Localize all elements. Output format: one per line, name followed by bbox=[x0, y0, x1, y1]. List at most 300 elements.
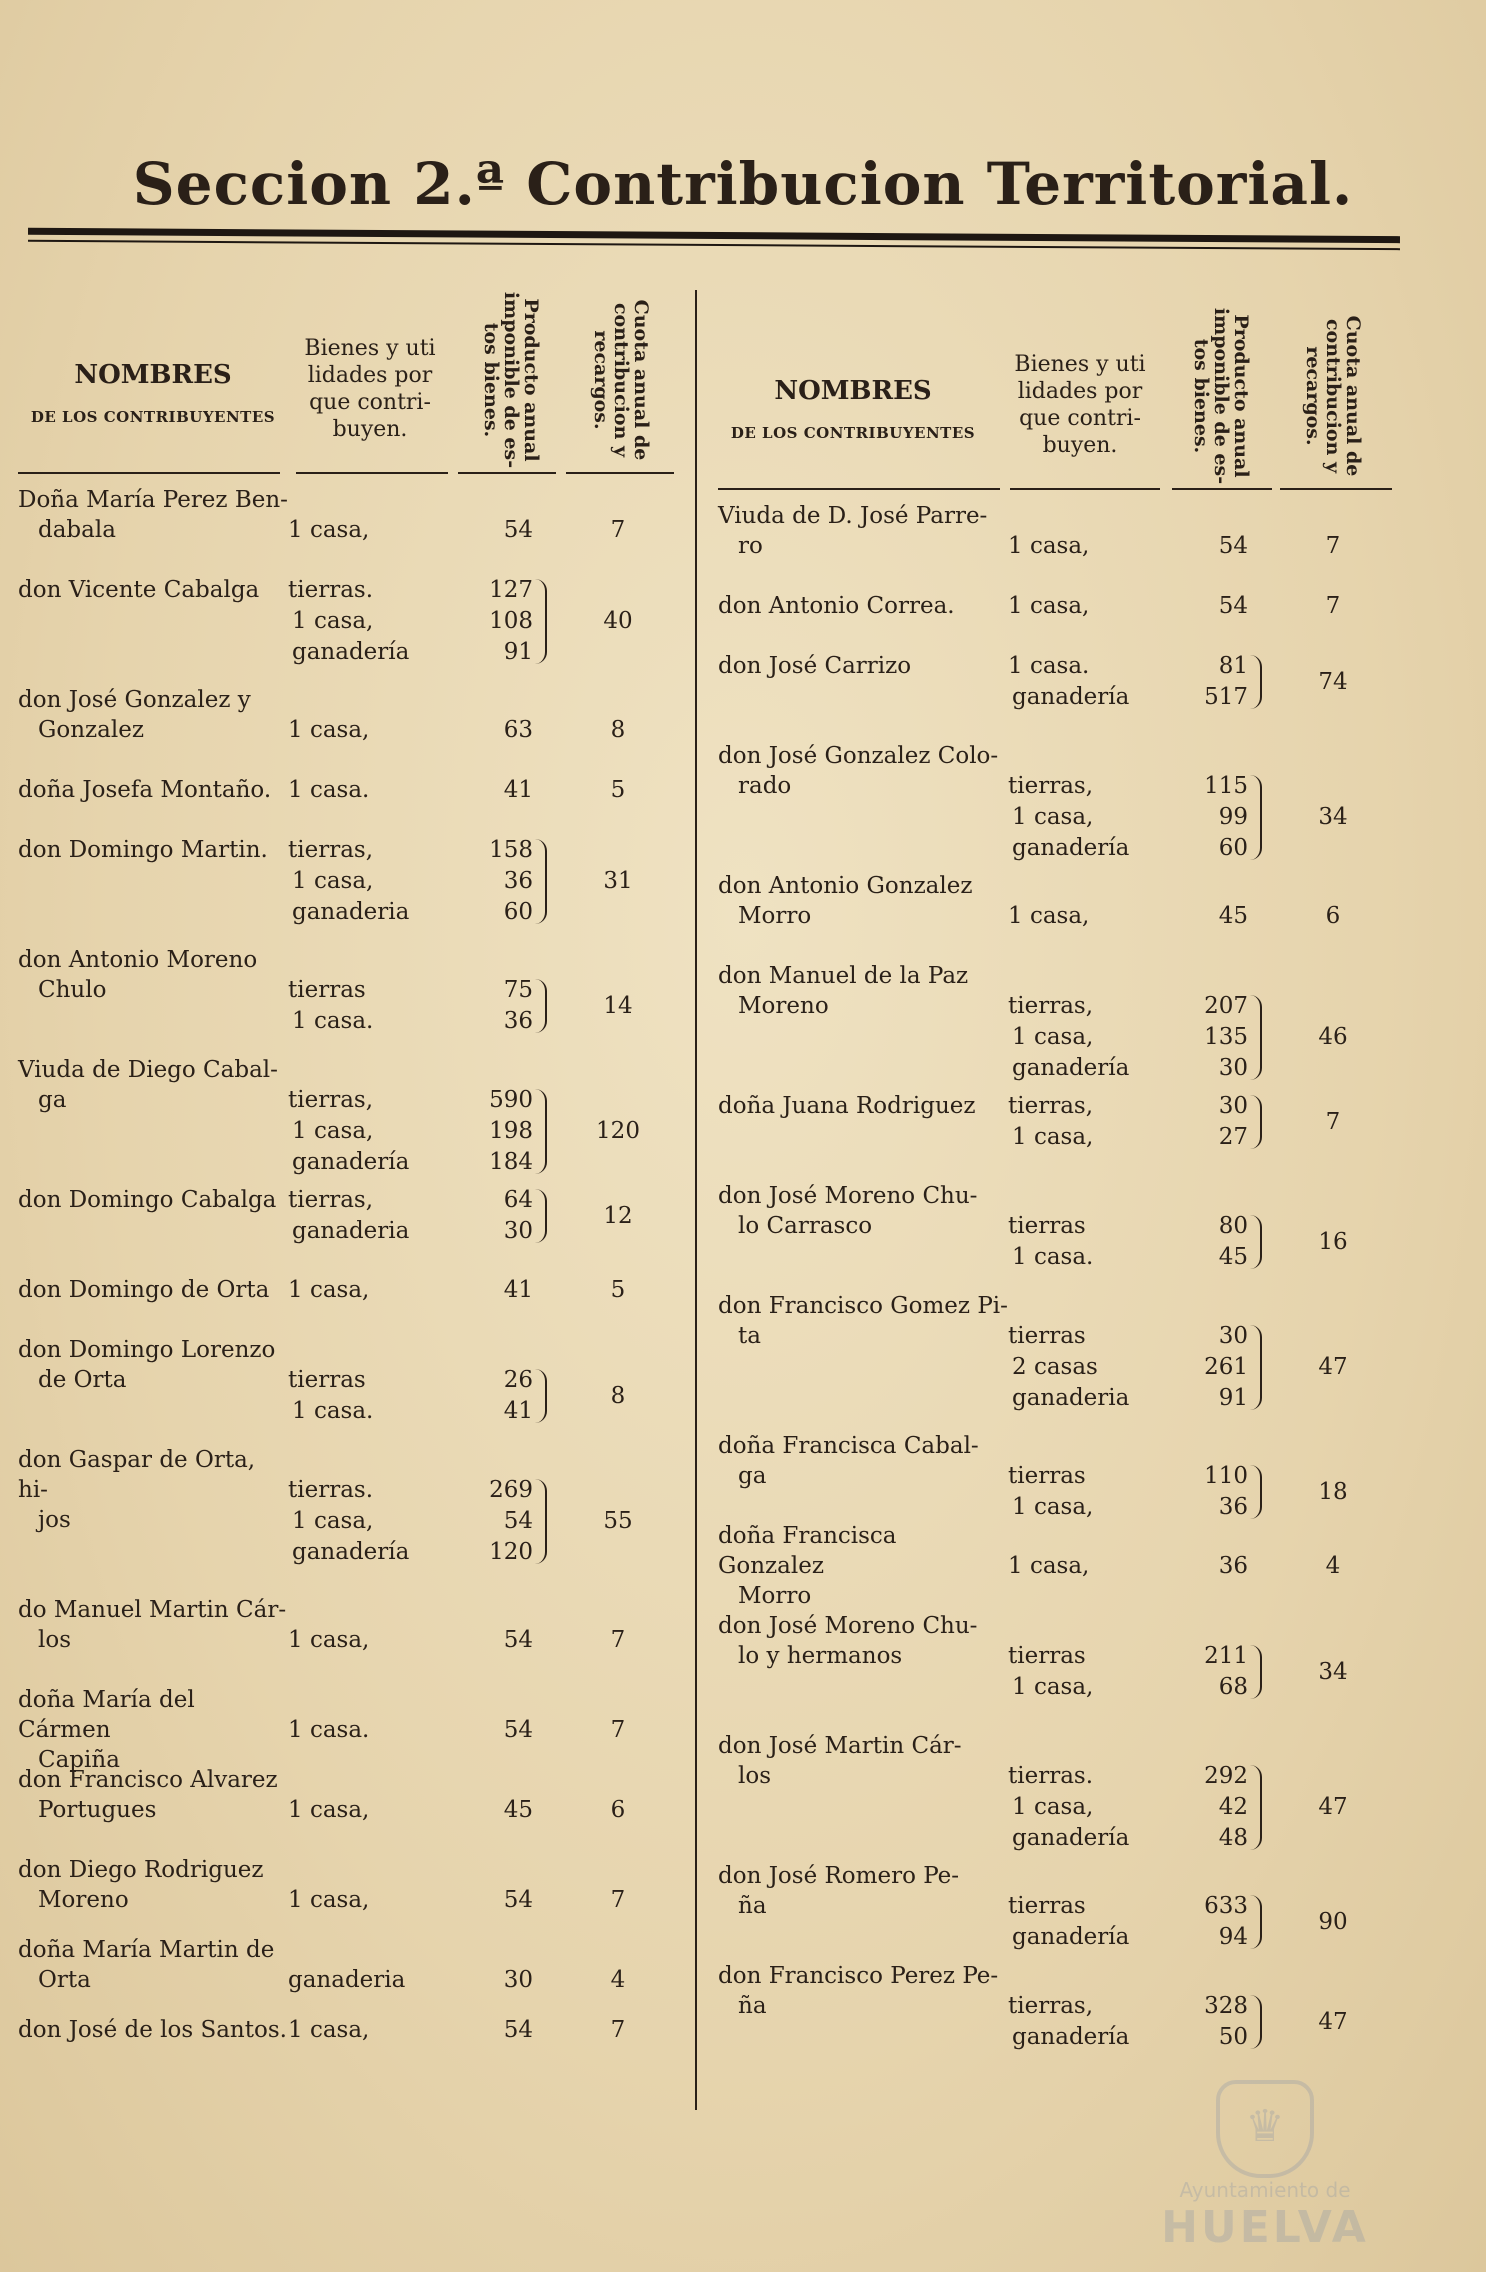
contributor-name bbox=[18, 1275, 288, 1305]
annual-quota: 5 bbox=[610, 777, 626, 803]
property-item: tierras bbox=[1008, 1323, 1086, 1349]
product-values bbox=[1188, 991, 1248, 1084]
property-items bbox=[1008, 591, 1089, 622]
property-items bbox=[1008, 1461, 1093, 1523]
grouping-brace bbox=[1250, 1465, 1262, 1519]
name-line: don José Gonzalez Colo- bbox=[718, 743, 999, 769]
header-rule bbox=[566, 472, 674, 474]
property-items bbox=[1008, 1641, 1093, 1703]
header-bienes: Bienes y uti lidades por que contri- buyen. bbox=[1014, 352, 1146, 458]
contributor-name bbox=[18, 485, 288, 545]
header-rule bbox=[718, 488, 1000, 490]
property-item: ganadería bbox=[1012, 835, 1130, 861]
property-item: ganadería bbox=[292, 639, 410, 665]
header-names-small: DE LOS CONTRIBUYENTES bbox=[730, 424, 976, 442]
name-line: do Manuel Martin Cár- bbox=[18, 1597, 287, 1623]
annual-quota: 7 bbox=[1325, 593, 1341, 619]
contributor-name bbox=[18, 835, 288, 865]
property-items bbox=[1008, 1991, 1129, 2053]
header-rule bbox=[458, 472, 556, 474]
contributor-name bbox=[718, 741, 1008, 801]
annual-quota: 46 bbox=[1318, 1024, 1348, 1050]
product-value: 27 bbox=[1218, 1124, 1248, 1150]
property-items bbox=[288, 1085, 409, 1178]
product-value: 54 bbox=[503, 1508, 533, 1534]
product-value: 45 bbox=[503, 1797, 533, 1823]
contributor-name bbox=[18, 1595, 288, 1655]
property-items bbox=[1008, 901, 1089, 932]
property-item: 1 casa, bbox=[1008, 903, 1090, 929]
header-bienes: Bienes y uti lidades por que contri- buyen. bbox=[304, 336, 436, 442]
product-values bbox=[1188, 901, 1248, 932]
name-line: ga bbox=[38, 1087, 67, 1113]
name-line: lo Carrasco bbox=[738, 1213, 873, 1239]
property-item: tierras bbox=[288, 1367, 366, 1393]
annual-quota: 47 bbox=[1318, 1794, 1348, 1820]
property-items bbox=[1008, 1551, 1089, 1582]
contributor-name bbox=[18, 1685, 288, 1775]
property-item: 1 casa, bbox=[1012, 804, 1094, 830]
grouping-brace bbox=[1250, 1325, 1262, 1410]
left-column bbox=[18, 250, 678, 2043]
annual-quota: 90 bbox=[1318, 1908, 1348, 1935]
property-item: ganaderia bbox=[1012, 1385, 1130, 1411]
property-item: 1 casa, bbox=[288, 2017, 370, 2043]
property-item: 1 casa, bbox=[1008, 1553, 1090, 1579]
property-item: 1 casa, bbox=[288, 1277, 370, 1303]
property-item: 1 casa, bbox=[1012, 1494, 1094, 1520]
property-item: ganadería bbox=[1012, 684, 1130, 710]
property-item: 1 casa. bbox=[288, 1717, 370, 1743]
name-line: don Antonio Correa. bbox=[718, 593, 955, 619]
name-line: doña Juana Rodriguez bbox=[718, 1093, 976, 1119]
property-item: ganadería bbox=[1012, 1924, 1130, 1950]
product-values bbox=[473, 1185, 533, 1247]
property-item: tierras, bbox=[288, 837, 374, 863]
name-line: Capiña bbox=[38, 1747, 120, 1773]
contributor-name bbox=[718, 591, 1008, 621]
product-value: 54 bbox=[1218, 593, 1248, 619]
annual-quota: 16 bbox=[1318, 1228, 1348, 1255]
contributor-name bbox=[18, 575, 288, 605]
product-value: 60 bbox=[1218, 835, 1248, 861]
property-item: 1 casa. bbox=[1012, 1244, 1094, 1270]
contributor-name bbox=[718, 1091, 1008, 1121]
name-line: los bbox=[38, 1627, 72, 1653]
property-item: 1 casa, bbox=[1012, 1794, 1094, 1820]
property-item: 1 casa, bbox=[292, 1118, 374, 1144]
property-item: 1 casa, bbox=[288, 1627, 370, 1653]
product-value: 261 bbox=[1204, 1354, 1248, 1380]
product-value: 36 bbox=[503, 868, 533, 894]
product-value: 108 bbox=[489, 608, 533, 634]
property-item: tierras, bbox=[1008, 773, 1094, 799]
property-items bbox=[1008, 651, 1129, 713]
product-values bbox=[1188, 1321, 1248, 1414]
grouping-brace bbox=[535, 1089, 547, 1174]
contributor-name bbox=[718, 651, 1008, 681]
grouping-brace bbox=[1250, 1895, 1262, 1949]
property-item: 2 casas bbox=[1012, 1354, 1098, 1380]
column-divider bbox=[695, 290, 697, 2110]
right-column bbox=[718, 250, 1408, 2050]
property-item: ganadería bbox=[292, 1539, 410, 1565]
product-values bbox=[473, 715, 533, 746]
product-value: 135 bbox=[1204, 1024, 1248, 1050]
grouping-brace bbox=[1250, 1215, 1262, 1269]
product-value: 269 bbox=[489, 1477, 533, 1503]
name-line: Chulo bbox=[38, 977, 107, 1003]
left-header bbox=[18, 250, 678, 485]
property-items bbox=[1008, 991, 1129, 1084]
product-values bbox=[1188, 1761, 1248, 1854]
property-item: 1 casa, bbox=[1008, 533, 1090, 559]
product-values bbox=[1188, 591, 1248, 622]
product-value: 48 bbox=[1218, 1825, 1248, 1851]
product-values bbox=[473, 1715, 533, 1746]
annual-quota: 18 bbox=[1318, 1478, 1348, 1505]
grouping-brace bbox=[1250, 1765, 1262, 1850]
property-item: ganaderia bbox=[288, 1967, 406, 1993]
property-items bbox=[288, 1795, 369, 1826]
contributor-name bbox=[718, 501, 1008, 561]
name-line: don Diego Rodriguez bbox=[18, 1857, 264, 1883]
product-values bbox=[1188, 1991, 1248, 2053]
property-items bbox=[1008, 531, 1089, 562]
property-item: 1 casa, bbox=[1008, 593, 1090, 619]
product-values bbox=[1188, 1891, 1248, 1953]
property-item: tierras, bbox=[1008, 993, 1094, 1019]
header-rule bbox=[18, 472, 280, 474]
product-value: 207 bbox=[1204, 993, 1248, 1019]
product-value: 292 bbox=[1204, 1763, 1248, 1789]
product-value: 63 bbox=[503, 717, 533, 743]
name-line: Moreno bbox=[738, 993, 829, 1019]
name-line: lo y hermanos bbox=[738, 1643, 903, 1669]
name-line: don Vicente Cabalga bbox=[18, 577, 260, 603]
property-items bbox=[288, 515, 369, 546]
product-value: 184 bbox=[489, 1149, 533, 1175]
contributor-name bbox=[18, 775, 288, 805]
name-line: don José Moreno Chu- bbox=[718, 1613, 978, 1639]
product-value: 94 bbox=[1218, 1924, 1248, 1950]
product-value: 198 bbox=[489, 1118, 533, 1144]
annual-quota: 34 bbox=[1318, 1658, 1348, 1685]
product-values bbox=[473, 2015, 533, 2046]
property-item: 1 casa. bbox=[1008, 653, 1090, 679]
contributor-name bbox=[718, 1861, 1008, 1921]
product-values bbox=[1188, 1211, 1248, 1273]
annual-quota: 12 bbox=[603, 1202, 633, 1229]
product-value: 633 bbox=[1204, 1893, 1248, 1919]
product-values bbox=[473, 1885, 533, 1916]
product-value: 99 bbox=[1218, 804, 1248, 830]
property-item: tierras. bbox=[288, 577, 374, 603]
product-values bbox=[1188, 531, 1248, 562]
product-value: 158 bbox=[489, 837, 533, 863]
property-item: ganaderia bbox=[292, 1218, 410, 1244]
property-item: ganadería bbox=[1012, 1825, 1130, 1851]
product-values bbox=[473, 835, 533, 928]
contributor-name bbox=[718, 1961, 1008, 2021]
name-line: dabala bbox=[38, 517, 116, 543]
annual-quota: 6 bbox=[1325, 903, 1341, 929]
product-values bbox=[473, 575, 533, 668]
property-item: tierras bbox=[1008, 1213, 1086, 1239]
name-line: Viuda de D. José Parre- bbox=[718, 503, 988, 529]
product-value: 54 bbox=[503, 1717, 533, 1743]
product-value: 590 bbox=[489, 1087, 533, 1113]
annual-quota: 55 bbox=[603, 1508, 633, 1534]
name-line: don Manuel de la Paz bbox=[718, 963, 969, 989]
property-item: tierras bbox=[288, 977, 366, 1003]
product-value: 68 bbox=[1218, 1674, 1248, 1700]
name-line: ña bbox=[738, 1993, 767, 2019]
property-item: 1 casa, bbox=[288, 717, 370, 743]
product-value: 30 bbox=[1218, 1055, 1248, 1081]
product-values bbox=[473, 515, 533, 546]
annual-quota: 34 bbox=[1318, 804, 1348, 830]
product-value: 110 bbox=[1204, 1463, 1248, 1489]
annual-quota: 31 bbox=[603, 868, 633, 894]
name-line: doña María Martin de bbox=[18, 1937, 275, 1963]
annual-quota: 47 bbox=[1318, 2008, 1348, 2035]
property-item: 1 casa, bbox=[292, 868, 374, 894]
contributor-name bbox=[718, 1291, 1008, 1351]
grouping-brace bbox=[1250, 1645, 1262, 1699]
product-value: 211 bbox=[1204, 1643, 1248, 1669]
product-value: 30 bbox=[1218, 1093, 1248, 1119]
name-line: don José de los Santos. bbox=[18, 2017, 287, 2043]
name-line: ta bbox=[738, 1323, 761, 1349]
property-items bbox=[1008, 1091, 1093, 1153]
watermark-line2: HUELVA bbox=[1161, 2202, 1369, 2253]
product-value: 41 bbox=[503, 1398, 533, 1424]
grouping-brace bbox=[535, 1189, 547, 1243]
annual-quota: 40 bbox=[603, 608, 633, 634]
property-item: 1 casa, bbox=[292, 1508, 374, 1534]
name-line: Portugues bbox=[38, 1797, 157, 1823]
grouping-brace bbox=[1250, 1995, 1262, 2049]
name-line: Morro bbox=[738, 1583, 812, 1609]
name-line: don Francisco Perez Pe- bbox=[718, 1963, 999, 1989]
product-value: 54 bbox=[503, 1887, 533, 1913]
product-value: 26 bbox=[503, 1367, 533, 1393]
property-item: 1 casa, bbox=[1012, 1024, 1094, 1050]
contributor-name bbox=[18, 685, 288, 745]
property-item: tierras, bbox=[288, 1187, 374, 1213]
product-value: 328 bbox=[1204, 1993, 1248, 2019]
name-line: doña Francisca Cabal- bbox=[718, 1433, 979, 1459]
property-item: 1 casa, bbox=[288, 1887, 370, 1913]
property-items bbox=[288, 1715, 369, 1746]
product-values bbox=[473, 1365, 533, 1427]
annual-quota: 7 bbox=[1325, 533, 1341, 559]
annual-quota: 120 bbox=[596, 1118, 640, 1144]
header-producto: Producto anual imponible de es- tos bienes. bbox=[1190, 307, 1252, 485]
product-value: 127 bbox=[489, 577, 533, 603]
header-rule bbox=[1010, 488, 1160, 490]
property-item: 1 casa. bbox=[288, 777, 370, 803]
property-item: 1 casa, bbox=[292, 608, 374, 634]
property-items bbox=[1008, 1211, 1093, 1273]
name-line: rado bbox=[738, 773, 792, 799]
product-value: 60 bbox=[503, 899, 533, 925]
product-values bbox=[473, 775, 533, 806]
name-line: don José Martin Cár- bbox=[718, 1733, 962, 1759]
contributor-name bbox=[18, 1335, 288, 1395]
watermark-line1: Ayuntamiento de bbox=[1179, 2178, 1351, 2202]
name-line: Orta bbox=[38, 1967, 91, 1993]
contributor-name bbox=[718, 1611, 1008, 1671]
contributor-name bbox=[18, 1445, 288, 1535]
product-value: 54 bbox=[503, 1627, 533, 1653]
property-item: tierras, bbox=[1008, 1993, 1094, 2019]
property-item: tierras. bbox=[288, 1477, 374, 1503]
property-item: ganaderia bbox=[292, 899, 410, 925]
annual-quota: 4 bbox=[1325, 1553, 1341, 1579]
name-line: jos bbox=[38, 1507, 71, 1533]
property-items bbox=[288, 1625, 369, 1656]
product-value: 45 bbox=[1218, 903, 1248, 929]
property-items bbox=[288, 975, 373, 1037]
name-line: don Domingo Martin. bbox=[18, 837, 268, 863]
name-line: don José Carrizo bbox=[718, 653, 912, 679]
grouping-brace bbox=[1250, 775, 1262, 860]
name-line: doña María del Cármen bbox=[18, 1687, 195, 1743]
property-items bbox=[288, 2015, 369, 2046]
contributor-name bbox=[18, 1765, 288, 1825]
product-value: 81 bbox=[1218, 653, 1248, 679]
product-value: 36 bbox=[503, 1008, 533, 1034]
property-item: ganadería bbox=[1012, 2024, 1130, 2050]
property-item: tierras. bbox=[1008, 1763, 1094, 1789]
property-item: ganadería bbox=[1012, 1055, 1130, 1081]
product-values bbox=[473, 1475, 533, 1568]
name-line: de Orta bbox=[38, 1367, 127, 1393]
contributor-name bbox=[18, 945, 288, 1005]
property-item: 1 casa. bbox=[292, 1398, 374, 1424]
product-value: 36 bbox=[1218, 1553, 1248, 1579]
name-line: don Francisco Alvarez bbox=[18, 1767, 278, 1793]
product-values bbox=[473, 1275, 533, 1306]
name-line: don José Romero Pe- bbox=[718, 1863, 960, 1889]
product-values bbox=[1188, 1461, 1248, 1523]
product-values bbox=[473, 1965, 533, 1996]
product-value: 91 bbox=[1218, 1385, 1248, 1411]
annual-quota: 4 bbox=[610, 1967, 626, 1993]
header-cuota: Cuota anual de contribucion y recargos. bbox=[1302, 315, 1364, 477]
annual-quota: 8 bbox=[610, 1382, 626, 1409]
name-line: Moreno bbox=[38, 1887, 129, 1913]
property-item: tierras, bbox=[288, 1087, 374, 1113]
name-line: don Antonio Gonzalez bbox=[718, 873, 973, 899]
header-producto: Producto anual imponible de es- tos bienes. bbox=[480, 291, 542, 469]
name-line: los bbox=[738, 1763, 772, 1789]
contributor-name bbox=[18, 2015, 288, 2045]
grouping-brace bbox=[1250, 655, 1262, 709]
name-line: ga bbox=[738, 1463, 767, 1489]
header-rule bbox=[296, 472, 448, 474]
crown-shield-icon: ♛ bbox=[1216, 2080, 1314, 2178]
header-names-small: DE LOS CONTRIBUYENTES bbox=[30, 408, 276, 426]
annual-quota: 7 bbox=[610, 1717, 626, 1743]
header-names-big: NOMBRES bbox=[74, 360, 232, 390]
property-item: 1 casa, bbox=[288, 1797, 370, 1823]
product-value: 36 bbox=[1218, 1494, 1248, 1520]
annual-quota: 7 bbox=[610, 1887, 626, 1913]
product-values bbox=[1188, 771, 1248, 864]
property-items bbox=[288, 1185, 409, 1247]
product-value: 64 bbox=[503, 1187, 533, 1213]
contributor-name bbox=[18, 1185, 288, 1215]
name-line: don José Moreno Chu- bbox=[718, 1183, 978, 1209]
name-line: Gonzalez bbox=[38, 717, 144, 743]
property-items bbox=[288, 1885, 369, 1916]
property-item: 1 casa. bbox=[292, 1008, 374, 1034]
product-value: 115 bbox=[1204, 773, 1248, 799]
name-line: ña bbox=[738, 1893, 767, 1919]
header-rule bbox=[1280, 488, 1392, 490]
property-items bbox=[1008, 771, 1129, 864]
product-value: 54 bbox=[503, 2017, 533, 2043]
contributor-name bbox=[18, 1055, 288, 1115]
annual-quota: 47 bbox=[1318, 1354, 1348, 1380]
product-value: 45 bbox=[1218, 1244, 1248, 1270]
annual-quota: 6 bbox=[610, 1797, 626, 1823]
product-value: 80 bbox=[1218, 1213, 1248, 1239]
property-items bbox=[288, 1275, 369, 1306]
product-value: 91 bbox=[503, 639, 533, 665]
annual-quota: 7 bbox=[610, 1627, 626, 1653]
grouping-brace bbox=[535, 979, 547, 1033]
grouping-brace bbox=[1250, 1095, 1262, 1149]
property-items bbox=[288, 715, 369, 746]
contributor-name bbox=[718, 1521, 1008, 1611]
name-line: doña Francisca Gonzalez bbox=[718, 1523, 897, 1579]
contributor-name bbox=[718, 1731, 1008, 1791]
annual-quota: 8 bbox=[610, 717, 626, 743]
product-value: 42 bbox=[1218, 1794, 1248, 1820]
product-value: 517 bbox=[1204, 684, 1248, 710]
property-item: ganadería bbox=[292, 1149, 410, 1175]
property-item: tierras bbox=[1008, 1643, 1086, 1669]
product-values bbox=[473, 1625, 533, 1656]
product-values bbox=[1188, 1091, 1248, 1153]
property-item: tierras bbox=[1008, 1463, 1086, 1489]
name-line: Viuda de Diego Cabal- bbox=[18, 1057, 278, 1083]
product-values bbox=[473, 1085, 533, 1178]
product-value: 30 bbox=[503, 1218, 533, 1244]
product-value: 54 bbox=[1218, 533, 1248, 559]
name-line: don Francisco Gomez Pi- bbox=[718, 1293, 1008, 1319]
product-values bbox=[473, 975, 533, 1037]
contributor-name bbox=[718, 871, 1008, 931]
header-names-big: NOMBRES bbox=[774, 376, 932, 406]
grouping-brace bbox=[535, 579, 547, 664]
name-line: Morro bbox=[738, 903, 812, 929]
name-line: don Domingo Cabalga bbox=[18, 1187, 277, 1213]
product-value: 30 bbox=[1218, 1323, 1248, 1349]
property-items bbox=[288, 775, 369, 806]
header-cuota: Cuota anual de contribucion y recargos. bbox=[590, 299, 652, 461]
header-names bbox=[718, 376, 988, 442]
property-items bbox=[288, 1365, 373, 1427]
annual-quota: 7 bbox=[610, 2017, 626, 2043]
annual-quota: 14 bbox=[603, 992, 633, 1019]
product-values bbox=[1188, 651, 1248, 713]
property-items bbox=[288, 575, 409, 668]
